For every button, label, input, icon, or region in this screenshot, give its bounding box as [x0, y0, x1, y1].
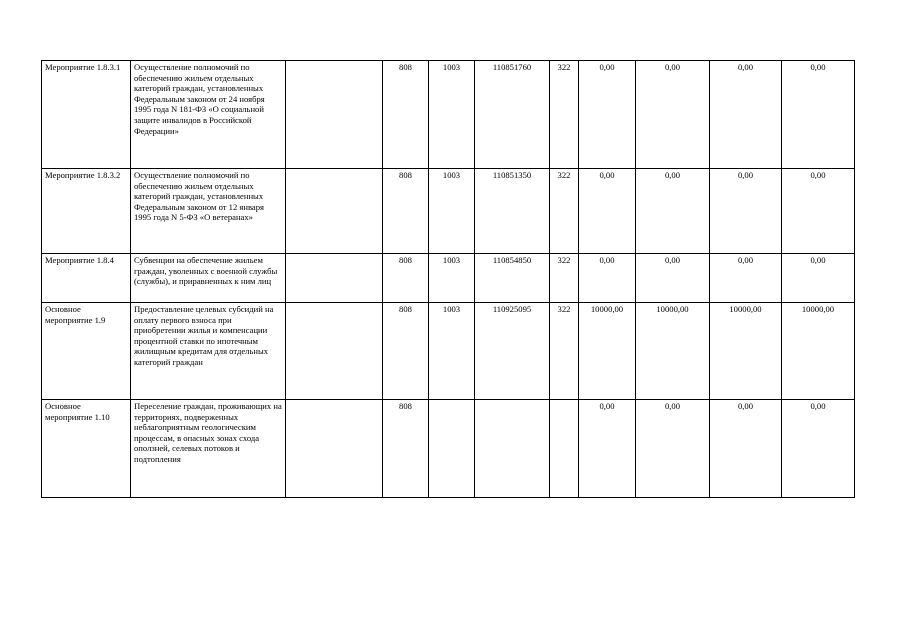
grbs-code-cell: 808 — [383, 303, 429, 400]
expense-type-cell: 322 — [550, 169, 579, 254]
amount-year-4-cell: 0,00 — [782, 169, 855, 254]
executor-cell — [286, 303, 383, 400]
executor-cell — [286, 169, 383, 254]
table-row — [42, 303, 855, 400]
amount-year-3-cell: 10000,00 — [710, 303, 782, 400]
target-article-cell: 110925095 — [475, 303, 550, 400]
executor-cell — [286, 61, 383, 169]
measure-code-cell: Основное мероприятие 1.10 — [42, 400, 131, 498]
table-row — [42, 400, 855, 498]
grbs-code-cell: 808 — [383, 400, 429, 498]
amount-year-3-cell: 0,00 — [710, 254, 782, 303]
expense-type-cell: 322 — [550, 303, 579, 400]
target-article-cell: 110851760 — [475, 61, 550, 169]
measure-name-cell: Субвенции на обеспечение жильем граждан, уволенных с военной службы (службы), и приравненных к ним лиц — [131, 254, 286, 303]
table-row — [42, 254, 855, 303]
table-row — [42, 61, 855, 169]
amount-year-2-cell: 0,00 — [636, 254, 710, 303]
measure-code-cell: Основное мероприятие 1.9 — [42, 303, 131, 400]
amount-year-1-cell: 0,00 — [579, 254, 636, 303]
grbs-code-cell: 808 — [383, 254, 429, 303]
amount-year-3-cell: 0,00 — [710, 169, 782, 254]
section-code-cell: 1003 — [429, 303, 475, 400]
amount-year-2-cell: 10000,00 — [636, 303, 710, 400]
target-article-cell: 110851350 — [475, 169, 550, 254]
expense-type-cell: 322 — [550, 254, 579, 303]
section-code-cell: 1003 — [429, 254, 475, 303]
amount-year-2-cell: 0,00 — [636, 400, 710, 498]
measure-name-cell: Переселение граждан, проживающих на территориях, подверженных неблагоприятным геологическим процессам, в опасных зонах схода оползней, селевых потоков и подтопления — [131, 400, 286, 498]
measure-name-cell: Предоставление целевых субсидий на оплату первого взноса при приобретении жилья и компенсации процентной ставки по ипотечным жилищным кредитам для отдельных категорий граждан — [131, 303, 286, 400]
budget-table — [41, 60, 855, 498]
amount-year-3-cell: 0,00 — [710, 400, 782, 498]
amount-year-2-cell: 0,00 — [636, 169, 710, 254]
amount-year-1-cell: 0,00 — [579, 169, 636, 254]
amount-year-4-cell: 0,00 — [782, 400, 855, 498]
table-row — [42, 169, 855, 254]
amount-year-4-cell: 10000,00 — [782, 303, 855, 400]
section-code-cell: 1003 — [429, 169, 475, 254]
amount-year-3-cell: 0,00 — [710, 61, 782, 169]
amount-year-4-cell: 0,00 — [782, 61, 855, 169]
executor-cell — [286, 400, 383, 498]
section-code-cell — [429, 400, 475, 498]
grbs-code-cell: 808 — [383, 169, 429, 254]
measure-code-cell: Мероприятие 1.8.3.1 — [42, 61, 131, 169]
section-code-cell: 1003 — [429, 61, 475, 169]
target-article-cell — [475, 400, 550, 498]
amount-year-2-cell: 0,00 — [636, 61, 710, 169]
target-article-cell: 110854850 — [475, 254, 550, 303]
executor-cell — [286, 254, 383, 303]
grbs-code-cell: 808 — [383, 61, 429, 169]
measure-code-cell: Мероприятие 1.8.4 — [42, 254, 131, 303]
measure-name-cell: Осуществление полномочий по обеспечению жильем отдельных категорий граждан, установленных Федеральным законом от 12 января 1995 года N 5-ФЗ «О ветеранах» — [131, 169, 286, 254]
amount-year-1-cell: 0,00 — [579, 61, 636, 169]
amount-year-1-cell: 10000,00 — [579, 303, 636, 400]
measure-code-cell: Мероприятие 1.8.3.2 — [42, 169, 131, 254]
amount-year-4-cell: 0,00 — [782, 254, 855, 303]
amount-year-1-cell: 0,00 — [579, 400, 636, 498]
measure-name-cell: Осуществление полномочий по обеспечению жильем отдельных категорий граждан, установленных Федеральным законом от 24 ноября 1995 года N 181-ФЗ «О социальной защите инвалидов в Российской Федерации» — [131, 61, 286, 169]
expense-type-cell: 322 — [550, 61, 579, 169]
expense-type-cell — [550, 400, 579, 498]
